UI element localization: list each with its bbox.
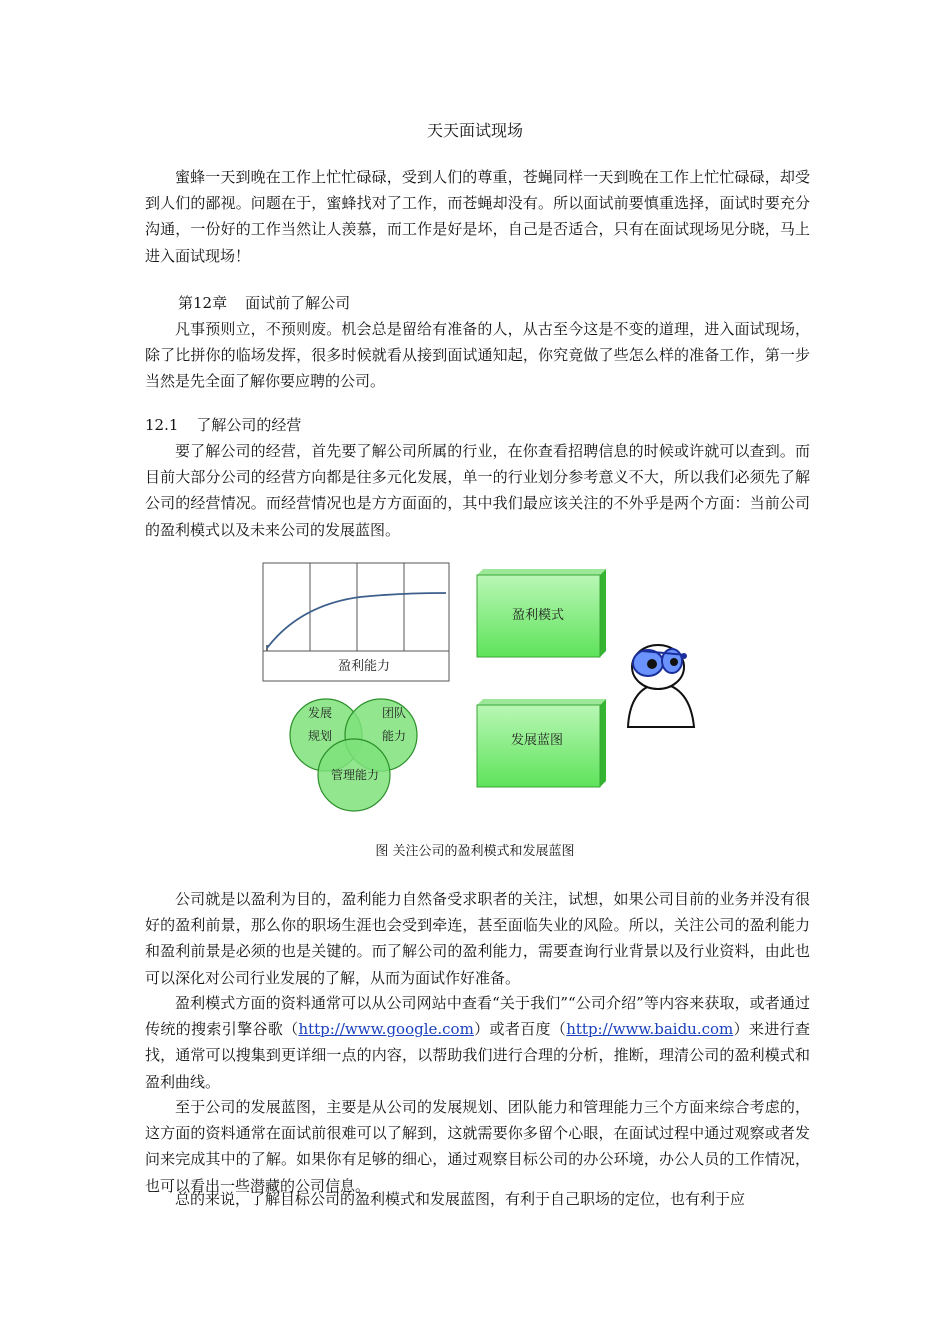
section-heading — [145, 412, 301, 438]
circle-right-line2: 能力 — [381, 729, 407, 743]
chapter-heading — [178, 290, 350, 316]
figure-caption: 图 关注公司的盈利模式和发展蓝图 — [375, 844, 575, 859]
blueprint-box — [477, 699, 606, 787]
profitability-chart — [263, 563, 449, 681]
baidu-link[interactable]: http://www.baidu.com — [566, 1020, 734, 1039]
section-number: 12.1 — [145, 416, 179, 434]
circle-left-line1: 发展 — [307, 706, 333, 720]
page-title: 天天面试现场 — [426, 121, 523, 140]
paragraph-2-before: 盈利模式方面的资料通常可以从公司网站中查看“关于我们”“公司介绍”等内容来获取，或者通过传统的搜索引擎谷歌（ — [145, 994, 810, 1039]
section-title: 了解公司的经营 — [196, 416, 302, 434]
paragraph-2 — [145, 990, 810, 1095]
box-bottom-label: 发展蓝图 — [510, 733, 564, 748]
paragraph-3: 至于公司的发展蓝图，主要是从公司的发展规划、团队能力和管理能力三个方面来综合考虑的，这方面的资料通常在面试前很难可以了解到，这就需要你多留个心眼，在面试过程中通过观察或者发问来完成其中的了解。如果你有足够的细心，通过观察目标公司的办公环境，办公人员的工作情况，也可以看出一些潜藏的公司信息。 — [145, 1098, 810, 1195]
chapter-paragraph: 凡事预则立，不预则废。机会总是留给有准备的人，从古至今这是不变的道理，进入面试现场，除了比拼你的临场发挥，很多时候就看从接到面试通知起，你究竟做了些怎么样的准备工作，第一步当然是先全面了解你要应聘的公司。 — [145, 320, 810, 391]
box-top-label: 盈利模式 — [511, 608, 565, 623]
paragraph-2-middle: ）或者百度（ — [473, 1020, 567, 1039]
circle-bottom-label: 管理能力 — [330, 768, 380, 782]
intro-paragraph: 蜜蜂一天到晚在工作上忙忙碌碌，受到人们的尊重，苍蝇同样一天到晚在工作上忙忙碌碌，却受到人们的鄙视。问题在于，蜜蜂找对了工作，而苍蝇却没有。所以面试前要慎重选择，面试时要充分沟通，一份好的工作当然让人羡慕，而工作是好是坏，自己是否适合，只有在面试现场见分晓，马上进入面试现场！ — [145, 168, 810, 265]
circle-right-line1: 团队 — [381, 706, 407, 720]
chapter-title: 面试前了解公司 — [245, 294, 351, 312]
chart-label: 盈利能力 — [337, 659, 391, 674]
section-paragraph: 要了解公司的经营，首先要了解公司所属的行业，在你查看招聘信息的时候或许就可以查到。而目前大部分公司的经营方向都是往多元化发展，单一的行业划分参考意义不大，所以我们必须先了解公司的经营情况。而经营情况也是方方面面的，其中我们最应该关注的不外乎是两个方面：当前公司的盈利模式以及未来公司的发展蓝图。 — [145, 442, 810, 539]
chapter-number: 第12章 — [178, 294, 228, 312]
paragraph-2-after: ）来进行查找，通常可以搜集到更详细一点的内容，以帮助我们进行合理的分析，推断，理清公司的盈利模式和盈利曲线。 — [145, 1020, 810, 1091]
figure-diagram — [0, 555, 950, 835]
paragraph-4: 总的来说，了解目标公司的盈利模式和发展蓝图，有利于自己职场的定位，也有利于应 — [175, 1190, 746, 1208]
google-link[interactable]: http://www.google.com — [298, 1020, 474, 1039]
paragraph-1: 公司就是以盈利为目的，盈利能力自然备受求职者的关注，试想，如果公司目前的业务并没有很好的盈利前景，那么你的职场生涯也会受到牵连，甚至面临失业的风险。所以，关注公司的盈利能力和盈利前景是必须的也是关键的。而了解公司的盈利能力，需要查询行业背景以及行业资料，由此也可以深化对公司行业发展的了解，从而为面试作好准备。 — [145, 890, 810, 987]
cartoon-person-icon — [628, 645, 694, 727]
venn-diagram — [290, 699, 417, 811]
profit-model-box — [477, 569, 606, 657]
circle-left-line2: 规划 — [307, 729, 333, 743]
